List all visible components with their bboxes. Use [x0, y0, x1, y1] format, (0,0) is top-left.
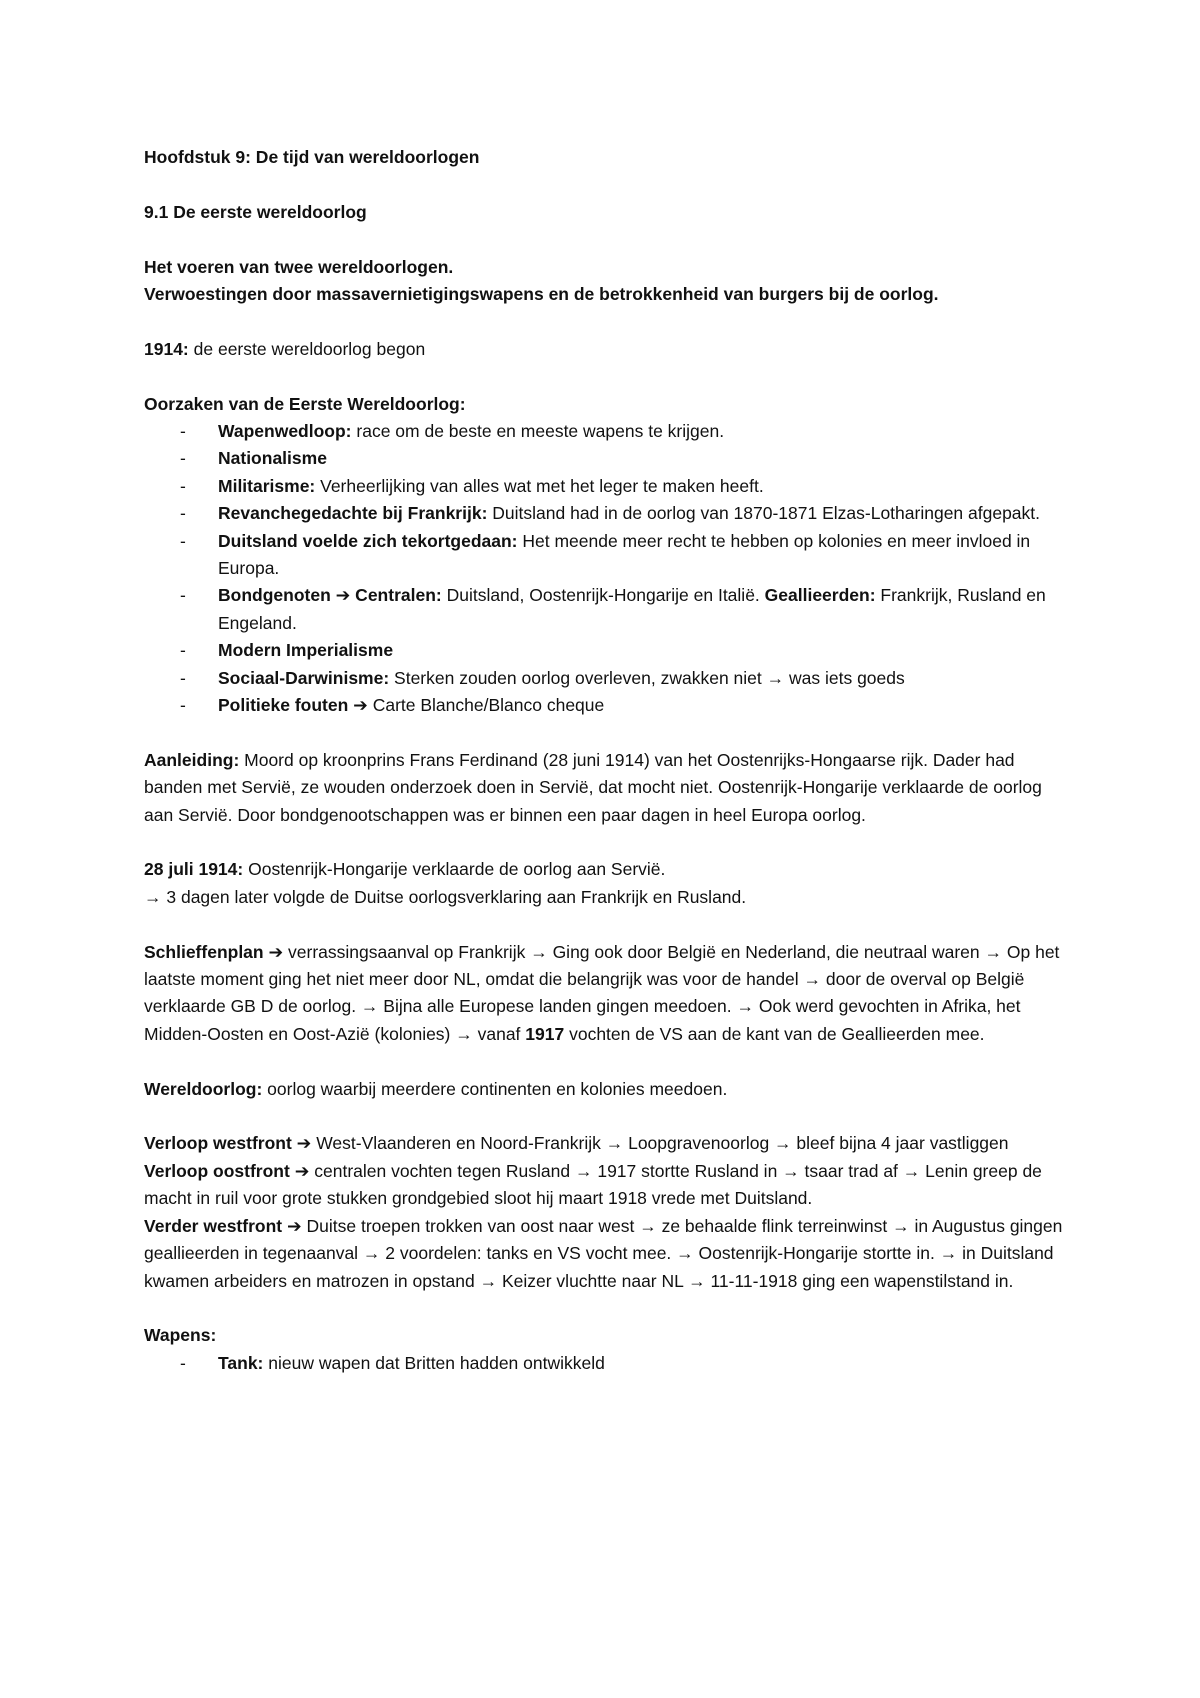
arrow-icon: → — [605, 1133, 624, 1154]
arrow-icon: ➔ — [353, 695, 368, 716]
causes-heading: Oorzaken van de Eerste Wereldoorlog: — [144, 393, 466, 414]
intro-line-2: Verwoestingen door massavernietigingswapens en de betrokkenheid van burgers bij de oorlog. — [144, 284, 939, 304]
arrow-icon: → — [360, 996, 379, 1017]
arrow-icon: → — [639, 1215, 657, 1236]
list-item: - Politieke fouten ➔ Carte Blanche/Blanco cheque — [180, 695, 605, 716]
list-item: - Bondgenoten ➔ Centralen: Duitsland, Oostenrijk-Hongarije en Italië. Geallieerden: Frankrijk, Rusland en Engeland. — [180, 585, 1046, 633]
arrow-icon: → — [362, 1243, 381, 1264]
arrow-icon: → — [939, 1243, 958, 1264]
aanleiding-paragraph: Aanleiding: Moord op kroonprins Frans Ferdinand (28 juni 1914) van het Oostenrijks-Hongaarse rijk. Dader had banden met Servië, ze wouden onderzoek doen in Servië, dat mocht niet. Oostenrijk-Hongarije verklaarde de oorlog aan Servië. Door bondgenootschappen was er binnen een paar dagen in heel Europa oorlog. — [144, 749, 1042, 825]
westfront-paragraph: Verloop westfront ➔ West-Vlaanderen en Noord-Frankrijk → Loopgravenoorlog → bleef bijna 4 jaar vastliggen — [144, 1133, 1009, 1154]
oostfront-paragraph: Verloop oostfront ➔ centralen vochten tegen Rusland → 1917 stortte Rusland in → tsaar trad af → Lenin greep de macht in ruil voor grote stukken grondgebied sloot hij maart 1918 vrede met Duitsland. — [144, 1160, 1042, 1209]
section-heading: 9.1 De eerste wereldoorlog — [144, 201, 367, 222]
arrow-icon: → — [892, 1215, 910, 1236]
wereldoorlog-definition: Wereldoorlog: oorlog waarbij meerdere continenten en kolonies meedoen. — [144, 1078, 728, 1099]
arrow-icon: → — [736, 996, 754, 1017]
july-line-1: 28 juli 1914: Oostenrijk-Hongarije verklaarde de oorlog aan Servië. — [144, 859, 666, 880]
list-item: - Modern Imperialisme — [180, 640, 394, 661]
list-item: - Tank: nieuw wapen dat Britten hadden ontwikkeld — [180, 1352, 605, 1373]
arrow-icon: → — [902, 1160, 921, 1181]
arrow-icon: → — [479, 1270, 498, 1291]
arrow-icon: → — [803, 969, 822, 990]
schlieffen-paragraph: Schlieffenplan ➔ verrassingsaanval op Frankrijk → Ging ook door België en Nederland, die neutraal waren → Op het laatste moment ging het niet meer door NL, omdat die belangrijk was voor de handel → door de overval op België verklaarde GB D de oorlog. → Bijna alle Europese landen gingen meedoen. → Ook werd gevochten in Afrika, het Midden-Oosten en Oost-Azië (kolonies) → vanaf 1917 vochten de VS aan de kant van de Geallieerden mee. — [144, 941, 1060, 1044]
arrow-icon: → — [774, 1133, 792, 1154]
intro-line-1: Het voeren van twee wereldoorlogen. — [144, 256, 454, 277]
chapter-title: Hoofdstuk 9: De tijd van wereldoorlogen — [144, 147, 480, 167]
arrow-icon: ➔ — [335, 585, 351, 606]
arrow-icon: → — [574, 1160, 593, 1181]
document-page — [144, 144, 1074, 1377]
wapens-list — [144, 1350, 1074, 1377]
list-item: - Nationalisme — [180, 448, 327, 469]
causes-list — [144, 418, 1074, 719]
list-item: - Duitsland voelde zich tekortgedaan: Het meende meer recht te hebben op kolonies en meer invloed in Europa. — [180, 530, 1031, 579]
arrow-icon: ➔ — [296, 1133, 312, 1154]
arrow-icon: → — [766, 667, 785, 688]
list-item: - Militarisme: Verheerlijking van alles wat met het leger te maken heeft. — [180, 475, 764, 496]
july-line-2: → 3 dagen later volgde de Duitse oorlogsverklaring aan Frankrijk en Rusland. — [144, 886, 747, 907]
list-item: - Wapenwedloop: race om de beste en meeste wapens te krijgen. — [180, 421, 725, 441]
arrow-icon: ➔ — [294, 1160, 310, 1181]
verder-westfront-paragraph: Verder westfront ➔ Duitse troepen trokken van oost naar west → ze behaalde flink terreinwinst → in Augustus gingen geallieerden in tegenaanval → 2 voordelen: tanks en VS vocht mee. → Oostenrijk-Hongarije stortte in. → in Duitsland kwamen arbeiders en matrozen in opstand → Keizer vluchtte naar NL → 11-11-1918 ging een wapenstilstand in. — [144, 1215, 1063, 1291]
arrow-icon: ➔ — [268, 941, 284, 962]
arrow-icon: → — [984, 941, 1003, 962]
arrow-icon: ➔ — [286, 1215, 302, 1236]
arrow-icon: → — [676, 1243, 694, 1264]
arrow-icon: → — [144, 886, 162, 907]
list-item: - Revanchegedachte bij Frankrijk: Duitsland had in de oorlog van 1870-1871 Elzas-Lotharingen afgepakt. — [180, 503, 1041, 524]
arrow-icon: → — [688, 1270, 706, 1291]
start-line: 1914: de eerste wereldoorlog begon — [144, 338, 426, 359]
arrow-icon: → — [782, 1160, 800, 1181]
arrow-icon: → — [530, 941, 548, 962]
wapens-heading: Wapens: — [144, 1325, 217, 1346]
list-item: - Sociaal-Darwinisme: Sterken zouden oorlog overleven, zwakken niet → was iets goeds — [180, 667, 905, 688]
arrow-icon: → — [455, 1023, 473, 1044]
